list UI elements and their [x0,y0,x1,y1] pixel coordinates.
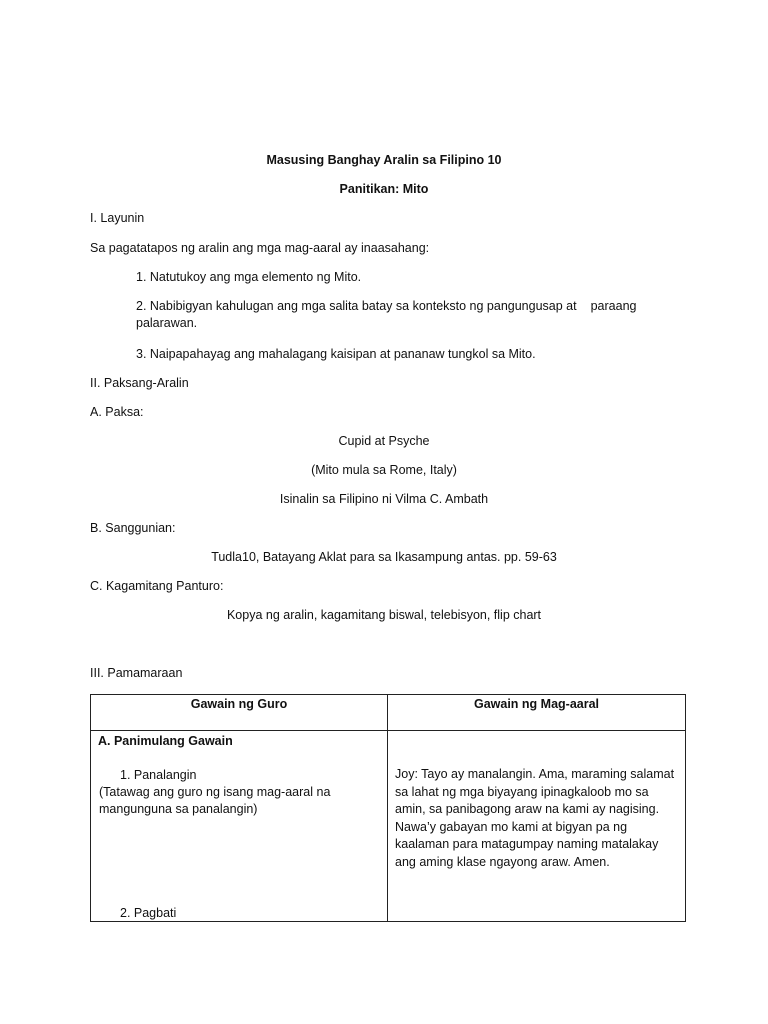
section-heading-layunin: I. Layunin [90,211,145,225]
column-header-mag-aaral: Gawain ng Mag-aaral [388,695,686,731]
objectives-intro: Sa pagatatapos ng aralin ang mga mag-aaral ay inaasahang: [90,241,430,255]
document-subtitle: Panitikan: Mito [339,182,429,196]
pagbati-item: 2. Pagbati [120,906,177,920]
kagamitan-text: Kopya ng aralin, kagamitang biswal, telebisyon, flip chart [226,608,542,622]
paksa-title: Cupid at Psyche [338,434,430,448]
kagamitan-label: C. Kagamitang Panturo: [90,579,224,593]
paksa-translator: Isinalin sa Filipino ni Vilma C. Ambath [279,492,489,506]
column-header-guro: Gawain ng Guro [91,695,388,731]
sanggunian-label: B. Sanggunian: [90,521,176,535]
document-title: Masusing Banghay Aralin sa Filipino 10 [266,153,502,167]
sanggunian-text: Tudla10, Batayang Aklat para sa Ikasampung antas. pp. 59-63 [211,550,557,564]
table-row [91,731,686,922]
objective-item-1: 1. Natutukoy ang mga elemento ng Mito. [136,270,362,284]
panalangin-note: (Tatawag ang guro ng isang mag-aaral na mangunguna sa panalangin) [99,785,331,816]
paksa-label: A. Paksa: [90,405,144,419]
guro-cell [91,731,388,922]
objective-item-2 [136,298,656,332]
paksa-origin: (Mito mula sa Rome, Italy) [311,463,457,477]
panimulang-gawain-heading: A. Panimulang Gawain [98,734,233,748]
mag-aaral-cell [388,731,686,922]
table-header-row [91,695,686,731]
objective-item-2-text: 2. Nabibigyan kahulugan ang mga salita batay sa konteksto ng pangungusap at [136,299,577,313]
section-heading-paksang-aralin: II. Paksang-Aralin [90,376,189,390]
objective-item-3: 3. Naipapahayag ang mahalagang kaisipan at pananaw tungkol sa Mito. [136,347,536,361]
student-response: Joy: Tayo ay manalangin. Ama, maraming salamat sa lahat ng mga biyayang ipinagkaloob mo sa amin, sa panibagong araw na kami ay nagising. Nawa’y gabayan mo kami at bigyan pa ng kaalaman para matagumpay naming matalakay ang aming klase ngayong araw. Amen. [395,767,675,869]
panalangin-item: 1. Panalangin [120,768,197,782]
pamamaraan-table [90,694,686,922]
objective-item-2-tail: paraang palarawan. [136,299,637,330]
section-heading-pamamaraan: III. Pamamaraan [90,666,183,680]
